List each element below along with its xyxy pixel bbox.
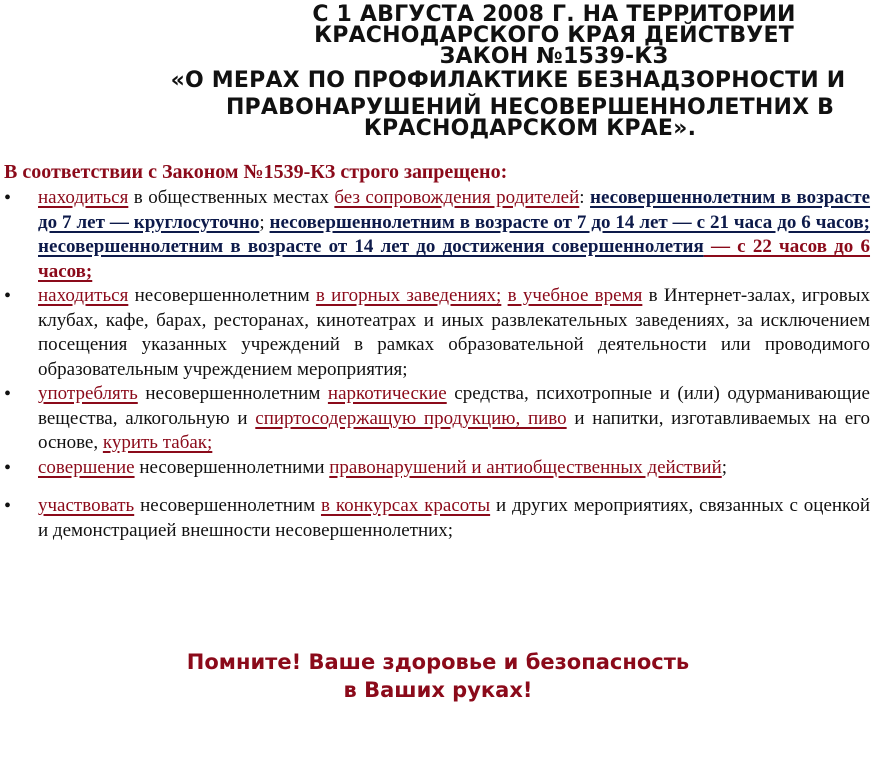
heading-line-1: С 1 АВГУСТА 2008 Г. НА ТЕРРИТОРИИ <box>312 2 796 27</box>
rule-highlight: в учебное время <box>507 285 643 306</box>
list-item <box>0 494 870 543</box>
rule-highlight: без сопровождения родителей <box>334 187 580 208</box>
rule-age-limit: — с 22 часов до 6 часов; <box>38 236 871 282</box>
rule-verb: употреблять <box>38 383 138 404</box>
bullet-icon: • <box>4 187 12 209</box>
bullet-icon: • <box>4 456 12 479</box>
rule-highlight: курить табак; <box>102 432 213 453</box>
rule-text: несовершеннолетними <box>134 456 330 478</box>
bullet-icon: • <box>4 495 12 517</box>
heading-line-6: КРАСНОДАРСКОМ КРАЕ». <box>363 116 697 141</box>
footer-line-2: в Ваших руках! <box>343 678 533 702</box>
rule-verb: находиться <box>38 187 129 208</box>
rule-highlight: наркотические <box>327 383 447 404</box>
heading-line-3: ЗАКОН №1539-КЗ <box>439 44 669 69</box>
rule-highlight: правонарушений и антиобщественных действий <box>329 456 722 478</box>
rule-text: несовершеннолетним <box>128 285 316 306</box>
rule-text: : <box>579 187 591 208</box>
rule-highlight: в конкурсах красоты <box>320 495 491 516</box>
rule-verb: совершение <box>38 456 135 478</box>
rule-text: средства, психотропные и (или) одурманивающие вещества, алкогольную и <box>38 383 870 429</box>
rule-text: и других мероприятиях, связанных с оценкой и демонстрацией внешности несовершеннолетних; <box>38 495 870 541</box>
intro-text: В соответствии с Законом №1539-КЗ строго запрещено: <box>4 161 508 183</box>
rule-text: в общественных местах <box>128 187 335 208</box>
list-item <box>0 284 870 382</box>
prohibitions-list <box>0 186 870 543</box>
document-heading <box>150 4 866 139</box>
rule-highlight: спиртосодержащую продукцию, пиво <box>255 407 567 429</box>
rule-text: и напитки, изготавливаемых на его основе, <box>38 407 870 453</box>
rule-age-limit: несовершеннолетним в возрасте до 7 лет — круглосуточно <box>38 187 871 233</box>
footer-line-1: Помните! Ваше здоровье и безопасность <box>186 650 690 674</box>
rule-text: несовершеннолетним <box>137 383 328 404</box>
bullet-icon: • <box>4 383 12 405</box>
rule-text: ; <box>721 456 728 478</box>
list-item <box>0 186 870 284</box>
rule-text: в Интернет-залах, игровых клубах, кафе, барах, ресторанах, кинотеатрах и иных развлекательных заведениях, за исключением посещения указанных учреждений в рамках образовательной деятельности или проводимого образовательным учреждением мероприятия; <box>38 285 871 380</box>
list-item <box>0 382 870 456</box>
heading-line-2: КРАСНОДАРСКОГО КРАЯ ДЕЙСТВУЕТ <box>314 23 794 48</box>
heading-line-4: «О МЕРАХ ПО ПРОФИЛАКТИКЕ БЕЗНАДЗОРНОСТИ И <box>170 68 846 93</box>
rule-verb: находиться <box>38 285 129 306</box>
bullet-icon: • <box>4 285 12 307</box>
heading-line-5: ПРАВОНАРУШЕНИЙ НЕСОВЕРШЕННОЛЕТНИХ В <box>225 95 835 120</box>
rule-highlight: в игорных заведениях; <box>315 285 502 306</box>
list-item <box>0 456 870 481</box>
rule-text: несовершеннолетним <box>134 495 321 516</box>
rule-text: ; <box>259 211 270 233</box>
rule-verb: участвовать <box>38 495 135 516</box>
rule-age-limit: несовершеннолетним в возрасте от 7 до 14 лет — с 21 часа до 6 часов; несовершеннолетним в возрасте от 14 лет до достижения совершеннолетия <box>38 211 870 257</box>
